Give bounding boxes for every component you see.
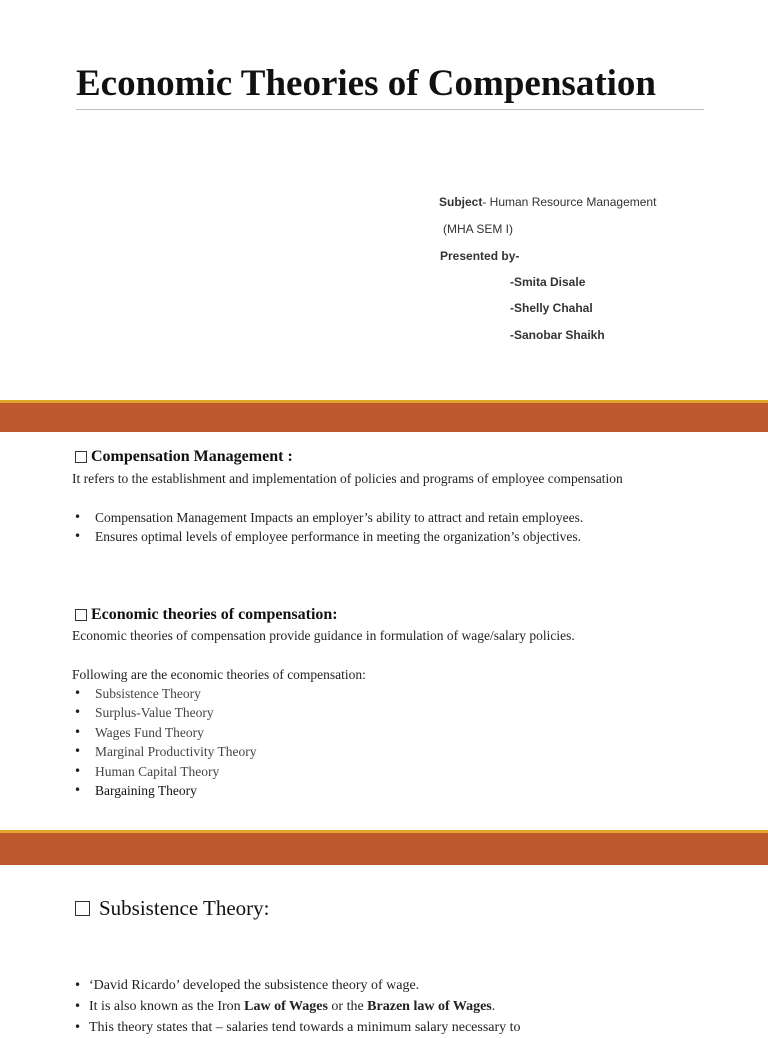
section-intro: Economic theories of compensation provide guidance in formulation of wage/salary policies. [72,628,575,643]
list-item: • Marginal Productivity Theory [72,742,672,761]
section-intro: It refers to the establishment and implementation of policies and programs of employee compensation [72,471,623,486]
checkbox-bullet-icon [75,901,90,916]
page-title: Economic Theories of Compensation [76,63,657,104]
section-lead: Following are the economic theories of compensation: [72,667,366,682]
presenter-name: -Smita Disale [510,275,586,289]
bold-text: Brazen law of Wages [367,999,492,1014]
content-slide [0,432,768,830]
list-item: • This theory states that – salaries tend towards a minimum salary necessary to [72,1017,672,1038]
section-heading-text: Subsistence Theory: [99,896,270,920]
subject-value: - Human Resource Management [482,195,657,209]
presenter-name: -Sanobar Shaikh [510,328,605,342]
subject-label: Subject [439,195,483,209]
title-divider [76,109,704,110]
text-run: It is also known as the Iron [89,999,245,1014]
semester-text: (MHA SEM I) [443,222,514,236]
section-heading [75,448,293,466]
presenter-name: -Shelly Chahal [510,301,593,315]
slide-separator [0,400,768,432]
bullet-list [72,508,672,547]
section-heading [75,896,270,921]
presented-by-label: Presented by- [440,249,520,263]
list-item: • Human Capital Theory [72,762,672,781]
list-item: • Bargaining Theory [72,781,672,800]
list-item: • ‘David Ricardo’ developed the subsistence theory of wage. [72,975,672,996]
slide-separator [0,830,768,865]
theories-list [72,684,672,800]
list-item: • Subsistence Theory [72,684,672,703]
list-item [72,996,672,1017]
content-slide [0,865,768,1035]
text-run: . [491,999,496,1014]
section-heading [75,606,338,624]
list-item: • Ensures optimal levels of employee performance in meeting the organization’s objectives. [72,527,672,546]
title-slide [0,0,768,400]
bullet-list [72,975,672,1038]
list-item: • Surplus-Value Theory [72,703,672,722]
section-heading-text: Compensation Management : [91,448,293,465]
checkbox-bullet-icon [75,609,87,621]
checkbox-bullet-icon [75,451,87,463]
bold-text: Law of Wages [244,999,328,1014]
text-run: or the [327,999,368,1014]
list-item: • Compensation Management Impacts an employer’s ability to attract and retain employees. [72,508,672,527]
list-item: • Wages Fund Theory [72,723,672,742]
subject-line [439,195,656,209]
section-heading-text: Economic theories of compensation: [91,606,338,623]
